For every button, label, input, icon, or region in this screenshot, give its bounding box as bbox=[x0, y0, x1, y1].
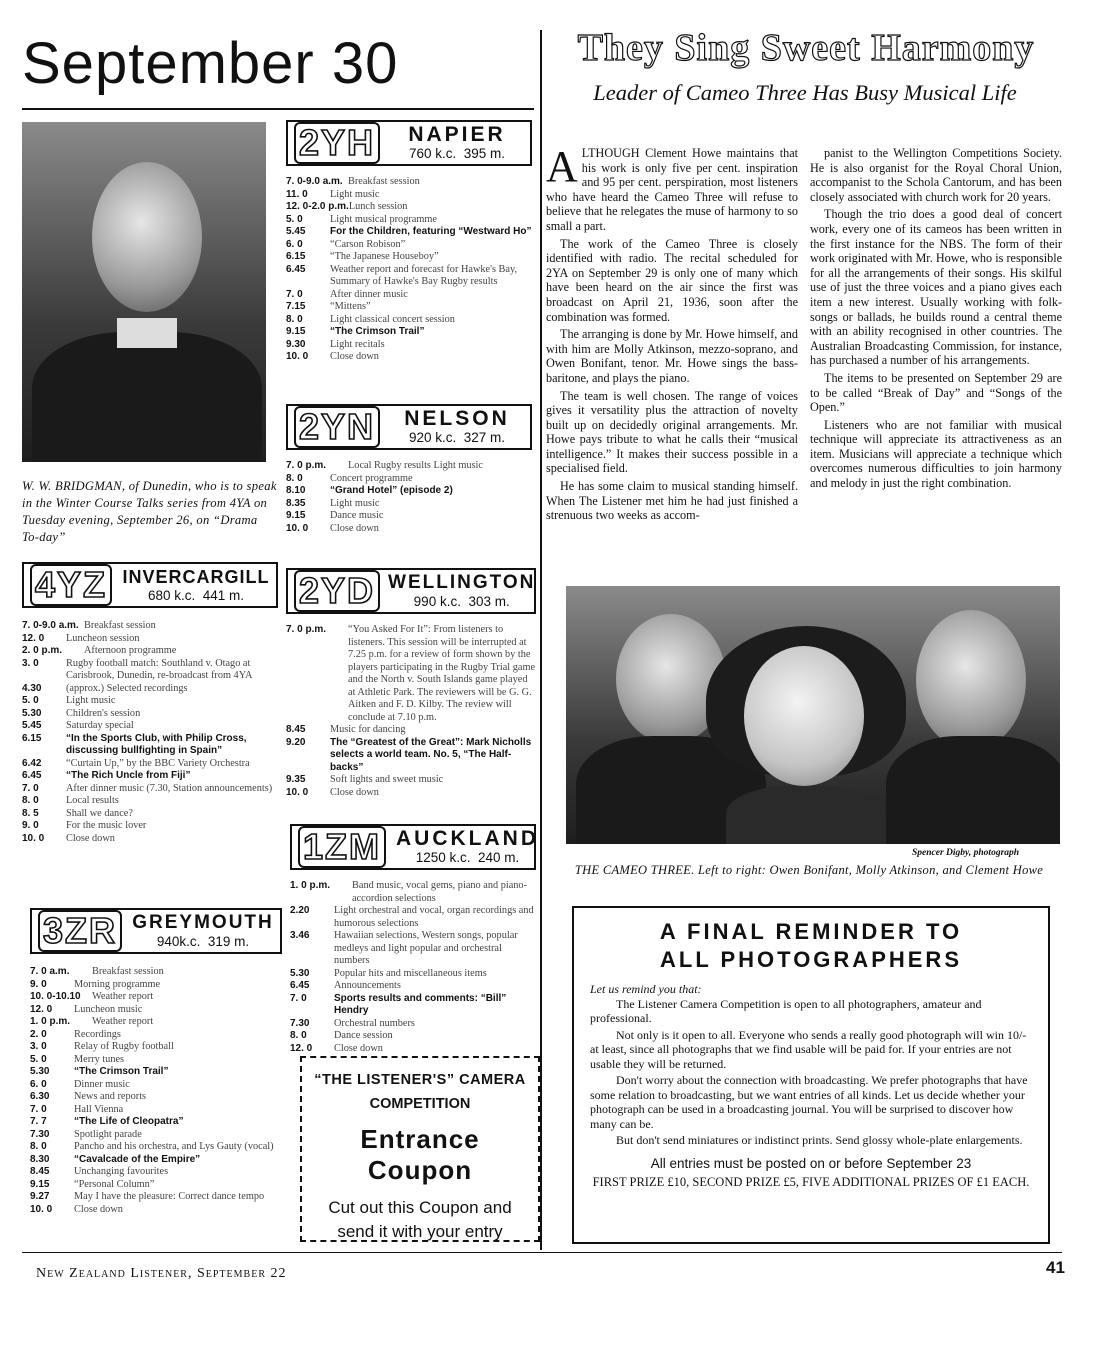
programme-time: 6. 0 bbox=[286, 238, 303, 250]
station-frequency: 940k.c. 319 m. bbox=[156, 934, 250, 949]
programme-description: Close down bbox=[334, 1042, 383, 1054]
programme-item bbox=[30, 1204, 282, 1217]
programme-time: 7. 0 p.m. bbox=[286, 460, 327, 471]
programme-time: 7. 0 bbox=[30, 1103, 47, 1115]
programme-item bbox=[286, 251, 532, 264]
programme-description: Breakfast session bbox=[84, 620, 156, 631]
article-col2-text bbox=[810, 146, 1062, 491]
programme-time: 4.30 bbox=[22, 682, 42, 694]
programme-description: For the music lover bbox=[66, 820, 147, 831]
programme-time: 9.20 bbox=[286, 736, 306, 748]
programme-item bbox=[286, 301, 532, 314]
programme-item bbox=[286, 326, 532, 339]
programme-description: “The Life of Cleopatra” bbox=[74, 1116, 184, 1127]
programme-item bbox=[22, 833, 278, 846]
programme-time: 8.35 bbox=[286, 497, 306, 509]
programme-time: 8. 0 bbox=[286, 472, 303, 484]
programme-item bbox=[30, 1079, 282, 1092]
programme-description: Orchestral numbers bbox=[334, 1017, 415, 1029]
station-header bbox=[286, 404, 532, 450]
programme-item bbox=[290, 905, 536, 930]
programme-item bbox=[22, 795, 278, 808]
programme-description: “Curtain Up,” by the BBC Variety Orchestra bbox=[66, 757, 250, 769]
programme-description: May I have the pleasure: Correct dance tempo bbox=[74, 1191, 265, 1202]
reminder-intro: Let us remind you that: bbox=[590, 982, 702, 996]
photo-credit: Spencer Digby, photograph bbox=[912, 848, 1020, 858]
programme-description: “In the Sports Club, with Philip Cross, discussing bullfighting in Spain” bbox=[66, 732, 247, 756]
station-4yz bbox=[22, 562, 278, 845]
programme-description: After dinner music bbox=[330, 288, 408, 300]
programme-description: Rugby football match: Southland v. Otago at Carisbrook, Dunedin, re-broadcast from 4YA bbox=[66, 657, 253, 681]
programme-description: Close down bbox=[330, 786, 379, 798]
programme-time: 7. 0-9.0 a.m. bbox=[286, 176, 343, 187]
programme-description: Soft lights and sweet music bbox=[330, 774, 444, 785]
programme-description: Dance session bbox=[334, 1030, 393, 1041]
programme-item bbox=[22, 708, 278, 721]
programme-time: 2. 0 bbox=[30, 1028, 47, 1040]
programme-item bbox=[30, 979, 282, 992]
programme-time: 9. 0 bbox=[30, 978, 47, 990]
programme-time: 5. 0 bbox=[30, 1053, 47, 1065]
coupon-line-2: COMPETITION bbox=[369, 1096, 471, 1112]
programme-description: Pancho and his orchestra, and Lys Gauty (vocal) bbox=[74, 1141, 274, 1152]
programme-time: 5.45 bbox=[22, 720, 42, 731]
programme-time: 6.15 bbox=[22, 732, 42, 744]
programme-time: 8.30 bbox=[30, 1153, 50, 1165]
programme-time: 9. 0 bbox=[22, 820, 39, 831]
programme-time: 7.30 bbox=[290, 1017, 310, 1029]
programme-time: 1. 0 p.m. bbox=[290, 880, 331, 891]
reminder-paragraph-1: The Listener Camera Competition is open to all photographers, amateur and professional. bbox=[590, 996, 982, 1025]
programme-item bbox=[286, 314, 532, 327]
article-col1-text bbox=[546, 146, 798, 523]
station-3zr bbox=[30, 908, 282, 1216]
programme-time: 9.27 bbox=[30, 1191, 50, 1202]
station-header bbox=[286, 120, 532, 166]
programme-time: 9.35 bbox=[286, 774, 306, 785]
programme-time: 8. 0 bbox=[30, 1141, 47, 1152]
programme-time: 7.30 bbox=[30, 1128, 50, 1140]
station-2yh bbox=[286, 120, 532, 364]
coupon-line-4: Cut out this Coupon and bbox=[328, 1198, 512, 1217]
station-city: WELLINGTON bbox=[388, 572, 536, 593]
programme-item bbox=[290, 1030, 536, 1043]
programme-time: 6.45 bbox=[290, 980, 310, 991]
callsign: 2YH bbox=[294, 122, 380, 164]
programme-description: For the Children, featuring “Westward Ho” bbox=[330, 226, 532, 237]
programme-description: Dinner music bbox=[74, 1078, 130, 1090]
reminder-paragraph-2: Not only is it open to all. Everyone who sends a really good photograph will win 10/- at least, since all photographs that we find usable will be paid for. If your entries are not usable they will be returned. bbox=[590, 1027, 1027, 1071]
programme-item bbox=[30, 1104, 282, 1117]
programme-description: Concert programme bbox=[330, 472, 413, 484]
programme-item bbox=[286, 460, 532, 473]
callsign: 2YN bbox=[294, 406, 380, 448]
programme-description: Close down bbox=[330, 351, 379, 362]
programme-time: 6.45 bbox=[22, 770, 42, 781]
programme-item bbox=[286, 510, 532, 523]
programme-time: 7. 0 a.m. bbox=[30, 966, 70, 977]
programme-description: Light music bbox=[66, 695, 116, 706]
programme-item bbox=[22, 720, 278, 733]
programme-description: Local results bbox=[66, 795, 119, 806]
station-frequency: 1250 k.c. 240 m. bbox=[415, 850, 520, 865]
programme-item bbox=[22, 820, 278, 833]
station-frequency: 760 k.c. 395 m. bbox=[408, 146, 506, 161]
header-rule bbox=[22, 108, 534, 110]
programme-time: 12. 0 bbox=[290, 1042, 313, 1054]
drop-cap: A bbox=[546, 146, 578, 191]
programme-time: 9.15 bbox=[286, 510, 306, 521]
programme-item bbox=[22, 808, 278, 821]
reminder-paragraph-3: Don't worry about the connection with broadcasting. We prefer photographs that have some relation to broadcasting, but we want entries of all kinds. Let us decide whether your photograph can be used in a broadcasting journal. You will be surprised to discover how many can be. bbox=[590, 1073, 1028, 1131]
programme-time: 8. 0 bbox=[22, 795, 39, 806]
coupon-line-3: Entrance Coupon bbox=[360, 1124, 480, 1185]
programme-description: Music for dancing bbox=[330, 724, 406, 735]
programme-item bbox=[286, 724, 536, 737]
programme-description: Hall Vienna bbox=[74, 1103, 124, 1115]
programme-description: The “Greatest of the Great”: Mark Nicholls selects a world team. No. 5, “The Half-backs” bbox=[330, 736, 532, 773]
programme-description: Unchanging favourites bbox=[74, 1166, 169, 1177]
programme-description: Recordings bbox=[74, 1028, 121, 1040]
programme-time: 3. 0 bbox=[22, 657, 39, 669]
callsign: 4YZ bbox=[30, 564, 112, 606]
programme-description: Popular hits and miscellaneous items bbox=[334, 967, 487, 979]
group-photo-caption: THE CAMEO THREE. Left to right: Owen Bonifant, Molly Atkinson, and Clement Howe bbox=[574, 863, 1044, 877]
programme-item bbox=[22, 633, 278, 646]
programme-item bbox=[22, 758, 278, 771]
coupon-line-5: send it with your entry bbox=[337, 1222, 503, 1241]
programme-item bbox=[22, 695, 278, 708]
programme-item bbox=[30, 991, 282, 1004]
programme-time: 6.15 bbox=[286, 251, 306, 262]
article-column-1 bbox=[546, 146, 798, 574]
programme-list bbox=[290, 880, 536, 1055]
article-paragraph: The arranging is done by Mr. Howe himself, and with him are Molly Atkinson, mezzo-soprano, and Owen Bonifant, tenor. Mr. Howe sings the bass-baritone, and plays the piano. bbox=[546, 327, 798, 385]
programme-time: 3. 0 bbox=[30, 1041, 47, 1052]
programme-item bbox=[290, 1018, 536, 1031]
programme-description: “Cavalcade of the Empire” bbox=[74, 1153, 201, 1165]
programme-item bbox=[290, 968, 536, 981]
programme-time: 10. 0 bbox=[286, 351, 309, 362]
callsign: 1ZM bbox=[298, 826, 386, 868]
programme-time: 12. 0 bbox=[22, 632, 45, 644]
programme-time: 2. 0 p.m. bbox=[22, 645, 63, 656]
programme-item bbox=[286, 189, 532, 202]
programme-time: 6.30 bbox=[30, 1091, 50, 1102]
programme-item bbox=[30, 1029, 282, 1042]
programme-description: Light classical concert session bbox=[330, 313, 455, 325]
programme-description: Weather report bbox=[92, 991, 154, 1002]
programme-item bbox=[286, 624, 536, 724]
article-column-2 bbox=[810, 146, 1062, 578]
programme-description: Morning programme bbox=[74, 978, 161, 990]
station-2yd bbox=[286, 568, 536, 799]
programme-description: Spotlight parade bbox=[74, 1128, 142, 1140]
article-paragraph: LTHOUGH Clement Howe maintains that his work is only five per cent. inspiration and 95 per cent. perspiration, most listeners who have heard the Cameo Three will refuse to believe that he relegates the muse of harmony to so small a part. bbox=[546, 146, 798, 233]
programme-description: “Mittens” bbox=[330, 301, 371, 312]
column-divider bbox=[540, 30, 542, 1250]
programme-item bbox=[22, 683, 278, 696]
programme-item bbox=[290, 993, 536, 1018]
programme-item bbox=[30, 1016, 282, 1029]
programme-item bbox=[286, 264, 532, 289]
programme-item bbox=[30, 1054, 282, 1067]
programme-item bbox=[286, 737, 536, 775]
station-header bbox=[290, 824, 539, 870]
station-frequency: 680 k.c. 441 m. bbox=[147, 588, 245, 603]
programme-time: 10. 0 bbox=[286, 522, 309, 534]
bridgman-portrait bbox=[22, 122, 266, 462]
programme-time: 10. 0 bbox=[22, 832, 45, 844]
programme-item bbox=[30, 1179, 282, 1192]
programme-item bbox=[22, 783, 278, 796]
station-city: GREYMOUTH bbox=[132, 912, 274, 933]
programme-description: Band music, vocal gems, piano and piano-accordion selections bbox=[352, 880, 528, 904]
station-header bbox=[286, 568, 536, 614]
programme-list bbox=[286, 176, 532, 364]
programme-item bbox=[22, 770, 278, 783]
programme-item bbox=[286, 201, 532, 214]
programme-time: 2.20 bbox=[290, 905, 310, 916]
programme-description: Breakfast session bbox=[92, 966, 164, 977]
programme-time: 8.45 bbox=[30, 1166, 50, 1177]
programme-list bbox=[22, 620, 278, 845]
entrance-coupon[interactable] bbox=[300, 1056, 540, 1242]
station-frequency: 990 k.c. 303 m. bbox=[413, 594, 510, 609]
station-city: NELSON bbox=[404, 407, 510, 430]
programme-description: “The Rich Uncle from Fiji” bbox=[66, 770, 191, 781]
programme-time: 6.42 bbox=[22, 757, 42, 769]
programme-description: Light orchestral and vocal, organ recordings and humorous selections bbox=[334, 905, 534, 929]
station-city: NAPIER bbox=[408, 123, 506, 146]
programme-time: 6. 0 bbox=[30, 1078, 47, 1090]
footer-publication: New Zealand Listener, September 22 bbox=[36, 1266, 287, 1281]
programme-list bbox=[30, 966, 282, 1216]
programme-time: 7. 0 bbox=[286, 288, 303, 300]
programme-item bbox=[22, 620, 278, 633]
programme-time: 7.15 bbox=[286, 301, 306, 312]
programme-description: Children's session bbox=[66, 707, 141, 719]
programme-time: 10. 0-10.10 bbox=[30, 991, 81, 1002]
programme-description: Hawaiian selections, Western songs, popular medleys and light popular and orchestral numbers bbox=[334, 930, 518, 966]
programme-description: Light music bbox=[330, 188, 380, 200]
programme-list bbox=[286, 624, 536, 799]
station-1zm bbox=[290, 824, 539, 1055]
station-2yn bbox=[286, 404, 532, 535]
programme-time: 6.45 bbox=[286, 263, 306, 275]
programme-time: 10. 0 bbox=[286, 786, 309, 798]
station-header bbox=[30, 908, 282, 954]
programme-description: “Grand Hotel” (episode 2) bbox=[330, 485, 453, 496]
programme-description: “The Crimson Trail” bbox=[74, 1066, 169, 1077]
programme-item bbox=[286, 239, 532, 252]
callsign: 3ZR bbox=[38, 910, 122, 952]
programme-item bbox=[30, 1129, 282, 1142]
programme-time: 5.45 bbox=[286, 226, 306, 237]
programme-time: 10. 0 bbox=[30, 1203, 53, 1215]
footer-rule bbox=[22, 1252, 1062, 1253]
programme-item bbox=[30, 1166, 282, 1179]
programme-item bbox=[286, 473, 532, 486]
programme-description: (approx.) Selected recordings bbox=[66, 682, 188, 694]
programme-item bbox=[286, 226, 532, 239]
article-paragraph: panist to the Wellington Competitions Society. He is also organist for the Royal Choral Union, accompanist to the Schola Cantorum, and has been closely associated with church work for 20 years. bbox=[810, 146, 1062, 204]
programme-description: Close down bbox=[74, 1203, 123, 1215]
programme-description: Lunch session bbox=[348, 201, 408, 212]
page-date-title: September 30 bbox=[22, 31, 399, 96]
programme-time: 7. 0 p.m. bbox=[286, 624, 327, 635]
programme-time: 7. 0 bbox=[22, 782, 39, 794]
programme-time: 9.15 bbox=[30, 1178, 50, 1190]
programme-item bbox=[22, 658, 278, 683]
programme-description: Sports results and comments: “Bill” Hendry bbox=[334, 992, 507, 1016]
programme-time: 5.30 bbox=[30, 1066, 50, 1077]
reminder-prizes: FIRST PRIZE £10, SECOND PRIZE £5, FIVE ADDITIONAL PRIZES OF £1 EACH. bbox=[592, 1174, 1030, 1189]
station-header bbox=[22, 562, 278, 608]
programme-item bbox=[290, 930, 536, 968]
programme-time: 12. 0-2.0 p.m. bbox=[286, 201, 349, 212]
programme-item bbox=[30, 1091, 282, 1104]
callsign: 2YD bbox=[294, 570, 380, 612]
programme-time: 5.30 bbox=[22, 707, 42, 719]
programme-time: 8. 0 bbox=[290, 1030, 307, 1041]
programme-item bbox=[286, 787, 536, 800]
programme-description: “The Crimson Trail” bbox=[330, 326, 425, 337]
article-paragraph: He has some claim to musical standing himself. When The Listener met him he had just finished a strenuous two weeks as accom- bbox=[546, 479, 798, 523]
programme-item bbox=[286, 498, 532, 511]
programme-item bbox=[286, 523, 532, 536]
programme-description: Close down bbox=[66, 832, 115, 844]
programme-description: After dinner music (7.30, Station announcements) bbox=[66, 782, 273, 794]
programme-description: Relay of Rugby football bbox=[74, 1041, 174, 1052]
programme-item bbox=[30, 1116, 282, 1129]
programme-item bbox=[22, 645, 278, 658]
station-frequency: 920 k.c. 327 m. bbox=[408, 430, 506, 445]
programme-item bbox=[286, 339, 532, 352]
programme-item bbox=[30, 1004, 282, 1017]
programme-description: Weather report bbox=[92, 1016, 154, 1027]
portrait-caption: W. W. BRIDGMAN, of Dunedin, who is to speak in the Winter Course Talks series from 4YA on Tuesday evening, September 26, on “Drama To-day” bbox=[22, 479, 277, 544]
programme-description: Luncheon music bbox=[74, 1003, 143, 1015]
article-paragraph: The work of the Cameo Three is closely identified with radio. The recital scheduled for 2YA on September 29 is only one of many which have been heard on the air since the first was broadcast on April 21, 1936, soon after the combination was formed. bbox=[546, 236, 798, 324]
reminder-deadline: All entries must be posted on or before September 23 bbox=[650, 1155, 972, 1171]
programme-description: Breakfast session bbox=[348, 176, 420, 187]
programme-description: Luncheon session bbox=[66, 632, 140, 644]
programme-description: Dance music bbox=[330, 510, 384, 521]
programme-time: 5. 0 bbox=[22, 695, 39, 706]
photographers-reminder bbox=[572, 906, 1050, 1244]
programme-description: “The Japanese Houseboy” bbox=[330, 251, 439, 262]
programme-description: Light recitals bbox=[330, 338, 385, 350]
reminder-title: A FINAL REMINDER TO ALL PHOTOGRAPHERS bbox=[659, 919, 963, 972]
programme-time: 11. 0 bbox=[286, 188, 308, 200]
programme-item bbox=[286, 774, 536, 787]
programme-description: “Carson Robison” bbox=[330, 238, 406, 250]
station-city: AUCKLAND bbox=[396, 827, 539, 850]
programme-item bbox=[30, 1154, 282, 1167]
programme-time: 9.15 bbox=[286, 326, 306, 337]
programme-time: 8.45 bbox=[286, 724, 306, 735]
programme-list bbox=[286, 460, 532, 535]
programme-time: 8. 5 bbox=[22, 807, 39, 819]
programme-item bbox=[286, 351, 532, 364]
article-paragraph: The items to be presented on September 29 are to be called “Break of Day” and “Songs of the Open.” bbox=[810, 370, 1062, 415]
article-subtitle: Leader of Cameo Three Has Busy Musical Life bbox=[593, 80, 1017, 105]
programme-item bbox=[286, 176, 532, 189]
programme-time: 7. 0-9.0 a.m. bbox=[22, 620, 79, 631]
programme-description: Local Rugby results Light music bbox=[348, 460, 483, 471]
programme-description: Announcements bbox=[334, 980, 401, 991]
programme-item bbox=[286, 214, 532, 227]
programme-item bbox=[30, 1141, 282, 1154]
programme-item bbox=[30, 1041, 282, 1054]
reminder-paragraph-4: But don't send miniatures or indistinct prints. Send glossy whole-plate enlargements. bbox=[616, 1133, 1023, 1147]
station-city: INVERCARGILL bbox=[122, 567, 270, 587]
programme-item bbox=[290, 1043, 536, 1056]
programme-description: Weather report and forecast for Hawke's Bay, Summary of Hawke's Bay Rugby results bbox=[330, 263, 518, 287]
programme-item bbox=[290, 880, 536, 905]
coupon-line-1: “THE LISTENER'S” CAMERA bbox=[314, 1072, 526, 1088]
programme-item bbox=[286, 485, 532, 498]
article-title: They Sing Sweet Harmony bbox=[577, 27, 1035, 69]
programme-description: Light musical programme bbox=[330, 213, 437, 225]
programme-time: 5.30 bbox=[290, 967, 310, 979]
programme-item bbox=[22, 733, 278, 758]
page-number: 41 bbox=[1046, 1258, 1065, 1277]
programme-description: Close down bbox=[330, 522, 379, 534]
programme-item bbox=[290, 980, 536, 993]
programme-time: 8. 0 bbox=[286, 313, 303, 325]
cameo-three-photo bbox=[566, 586, 1060, 844]
programme-time: 12. 0 bbox=[30, 1003, 53, 1015]
programme-item bbox=[30, 1066, 282, 1079]
programme-time: 8.10 bbox=[286, 485, 306, 496]
programme-description: News and reports bbox=[74, 1091, 147, 1102]
programme-description: Light music bbox=[330, 497, 380, 509]
article-paragraph: Listeners who are not familiar with musical technique will appreciate its attractiveness as an item. Musicians will appreciate a technique which overcomes numerous difficulties to join harmony and melody in just the right combination. bbox=[810, 417, 1062, 491]
programme-item bbox=[30, 1191, 282, 1204]
programme-time: 1. 0 p.m. bbox=[30, 1016, 71, 1027]
article-paragraph: The team is well chosen. The range of voices gives it versatility plus the attraction of novelty built up on decidedly original arrangements. Mr. Howe pays tribute to what he calls their “musical intelligence.” It makes their success possible in a specialised field. bbox=[546, 388, 798, 476]
programme-description: Saturday special bbox=[66, 720, 134, 731]
programme-time: 7. 0 bbox=[290, 992, 307, 1004]
programme-item bbox=[286, 289, 532, 302]
programme-description: Merry tunes bbox=[74, 1053, 125, 1065]
programme-time: 7. 7 bbox=[30, 1116, 47, 1127]
programme-description: Shall we dance? bbox=[66, 807, 133, 819]
programme-item bbox=[30, 966, 282, 979]
programme-time: 9.30 bbox=[286, 338, 306, 350]
programme-time: 5. 0 bbox=[286, 213, 303, 225]
programme-description: “Personal Column” bbox=[74, 1178, 155, 1190]
programme-description: Afternoon programme bbox=[84, 645, 177, 656]
programme-description: “You Asked For It”: From listeners to listeners. This session will be interrupted at 7.25 p.m. for a review of form shown by the players participating in the Rugby Trial game and the North v. South Islands game played at Athletic Park. The reviewers will be G. G. Aitken and F. D. Kilby. The review will conclude at 7.10 p.m. bbox=[348, 624, 536, 723]
programme-time: 3.46 bbox=[290, 930, 310, 941]
article-paragraph: Though the trio does a good deal of concert work, every one of its cameos has been written in the first instance for the NBS. The form of their work originated with Mr. Howe, who is responsible for all the arrangements of their songs. His skilful use of just the three voices and a piano gives each item a new interest. Usually working with folk-songs or ballads, he builds round a central theme with an ability recognised in other countries. The Australian Broadcasting Commission, for instance, has purchased a number of his arrangements. bbox=[810, 207, 1062, 368]
